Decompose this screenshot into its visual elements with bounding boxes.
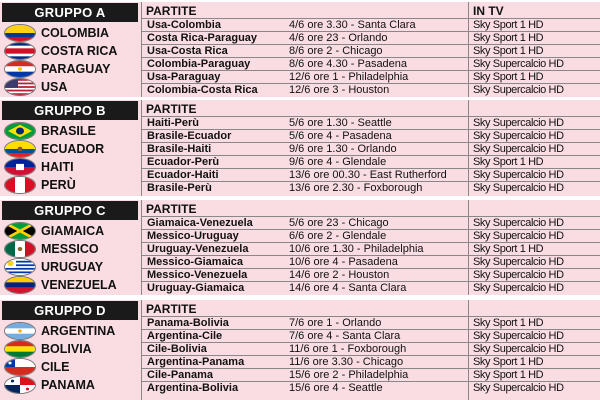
group-d-title: GRUPPO D bbox=[2, 301, 138, 320]
uruguay-flag-icon bbox=[4, 258, 36, 276]
team-giamaica bbox=[4, 222, 141, 240]
colombia-flag-icon bbox=[4, 24, 36, 42]
match-teams: Usa-Costa Rica bbox=[147, 45, 228, 57]
group-d-panel bbox=[0, 300, 600, 400]
match-tv: Sky Sport 1 HD bbox=[473, 45, 544, 57]
match-teams: Brasile-Ecuador bbox=[147, 130, 232, 142]
team-name: VENEZUELA bbox=[41, 278, 117, 292]
partite-header: PARTITE bbox=[146, 302, 197, 316]
match-date: 9/6 ore 4 - Glendale bbox=[289, 156, 387, 168]
match-row bbox=[142, 242, 600, 256]
venezuela-flag-icon bbox=[4, 276, 36, 294]
mexico-flag-icon bbox=[4, 240, 36, 258]
partite-header: PARTITE bbox=[146, 202, 197, 216]
match-row bbox=[142, 329, 600, 343]
match-row bbox=[142, 142, 600, 156]
match-row bbox=[142, 342, 600, 356]
match-teams: Argentina-Cile bbox=[147, 330, 223, 342]
match-date: 11/6 ore 1 - Foxborough bbox=[289, 343, 407, 355]
match-date: 15/6 ore 2 - Philadelphia bbox=[289, 369, 409, 381]
match-tv: Sky Sport 1 HD bbox=[473, 19, 544, 31]
match-date: 5/6 ore 23 - Chicago bbox=[289, 217, 389, 229]
peru-flag-icon bbox=[4, 176, 36, 194]
match-row bbox=[142, 368, 600, 382]
match-row bbox=[142, 83, 600, 97]
match-teams: Panama-Bolivia bbox=[147, 317, 229, 329]
team-costa-rica bbox=[4, 42, 141, 60]
team-name: ARGENTINA bbox=[41, 324, 116, 338]
team-ecuador bbox=[4, 140, 141, 158]
match-teams: Brasile-Perù bbox=[147, 182, 212, 194]
match-date: 11/6 ore 3.30 - Chicago bbox=[289, 356, 404, 368]
group-a-teams bbox=[0, 2, 141, 97]
match-row bbox=[142, 116, 600, 130]
match-date: 6/6 ore 2 - Glendale bbox=[289, 230, 387, 242]
match-teams: Messico-Venezuela bbox=[147, 269, 248, 281]
match-tv: Sky Supercalcio HD bbox=[473, 58, 564, 70]
match-date: 4/6 ore 23 - Orlando bbox=[289, 32, 388, 44]
match-row bbox=[142, 155, 600, 169]
match-row bbox=[142, 70, 600, 84]
match-row bbox=[142, 216, 600, 230]
team-name: BRASILE bbox=[41, 124, 96, 138]
team-colombia bbox=[4, 24, 141, 42]
team-name: GIAMAICA bbox=[41, 224, 105, 238]
team-venezuela bbox=[4, 276, 141, 294]
ecuador-flag-icon bbox=[4, 140, 36, 158]
match-tv: Sky Supercalcio HD bbox=[473, 343, 564, 355]
team-argentina bbox=[4, 322, 141, 340]
match-row bbox=[142, 168, 600, 182]
team-uruguay bbox=[4, 258, 141, 276]
team-brasile bbox=[4, 122, 141, 140]
match-row bbox=[142, 229, 600, 243]
bolivia-flag-icon bbox=[4, 340, 36, 358]
match-row bbox=[142, 18, 600, 32]
match-date: 8/6 ore 4.30 - Pasadena bbox=[289, 58, 408, 70]
match-row bbox=[142, 31, 600, 45]
match-date: 15/6 ore 4 - Seattle bbox=[289, 382, 383, 394]
match-teams: Haiti-Perù bbox=[147, 117, 199, 129]
group-d-teams bbox=[0, 300, 141, 400]
match-date: 9/6 ore 1.30 - Orlando bbox=[289, 143, 397, 155]
match-teams: Usa-Paraguay bbox=[147, 71, 221, 83]
match-tv: Sky Supercalcio HD bbox=[473, 169, 564, 181]
group-a-title: GRUPPO A bbox=[2, 3, 138, 22]
team-peru bbox=[4, 176, 141, 194]
match-tv: Sky Supercalcio HD bbox=[473, 282, 564, 294]
team-name: MESSICO bbox=[41, 242, 99, 256]
match-teams: Ecuador-Haiti bbox=[147, 169, 219, 181]
panama-flag-icon bbox=[4, 376, 36, 394]
team-name: HAITI bbox=[41, 160, 74, 174]
team-name: COSTA RICA bbox=[41, 44, 118, 58]
match-date: 5/6 ore 4 - Pasadena bbox=[289, 130, 392, 142]
match-date: 7/6 ore 1 - Orlando bbox=[289, 317, 382, 329]
match-row bbox=[142, 255, 600, 269]
group-a-panel bbox=[0, 2, 600, 97]
match-row bbox=[142, 268, 600, 282]
brazil-flag-icon bbox=[4, 122, 36, 140]
match-teams: Cile-Panama bbox=[147, 369, 214, 381]
team-bolivia bbox=[4, 340, 141, 358]
team-paraguay bbox=[4, 60, 141, 78]
match-tv: Sky Supercalcio HD bbox=[473, 230, 564, 242]
group-b-title: GRUPPO B bbox=[2, 101, 138, 120]
match-tv: Sky Supercalcio HD bbox=[473, 330, 564, 342]
match-date: 12/6 ore 3 - Houston bbox=[289, 84, 390, 96]
match-date: 4/6 ore 3.30 - Santa Clara bbox=[289, 19, 416, 31]
match-row bbox=[142, 355, 600, 369]
match-tv: Sky Sport 1 HD bbox=[473, 71, 544, 83]
match-date: 10/6 ore 4 - Pasadena bbox=[289, 256, 398, 268]
match-row bbox=[142, 281, 600, 295]
team-name: PANAMA bbox=[41, 378, 95, 392]
team-usa bbox=[4, 78, 141, 96]
match-date: 14/6 ore 2 - Houston bbox=[289, 269, 390, 281]
team-name: PERÙ bbox=[41, 178, 76, 192]
team-name: PARAGUAY bbox=[41, 62, 111, 76]
match-teams: Costa Rica-Paraguay bbox=[147, 32, 258, 44]
match-teams: Ecuador-Perù bbox=[147, 156, 220, 168]
team-name: CILE bbox=[41, 360, 70, 374]
group-c-panel bbox=[0, 200, 600, 295]
haiti-flag-icon bbox=[4, 158, 36, 176]
group-c-teams bbox=[0, 200, 141, 295]
match-date: 10/6 ore 1.30 - Philadelphia bbox=[289, 243, 424, 255]
team-panama bbox=[4, 376, 141, 394]
match-tv: Sky Supercalcio HD bbox=[473, 382, 564, 394]
match-tv: Sky Supercalcio HD bbox=[473, 182, 564, 194]
in-tv-header: IN TV bbox=[473, 4, 504, 18]
match-date: 5/6 ore 1.30 - Seattle bbox=[289, 117, 392, 129]
match-row bbox=[142, 57, 600, 71]
match-tv: Sky Supercalcio HD bbox=[473, 217, 564, 229]
paraguay-flag-icon bbox=[4, 60, 36, 78]
match-tv: Sky Sport 1 HD bbox=[473, 32, 544, 44]
argentina-flag-icon bbox=[4, 322, 36, 340]
match-row bbox=[142, 129, 600, 143]
match-date: 12/6 ore 1 - Philadelphia bbox=[289, 71, 409, 83]
partite-header: PARTITE bbox=[146, 4, 197, 18]
match-teams: Cile-Bolivia bbox=[147, 343, 207, 355]
match-date: 13/6 ore 2.30 - Foxborough bbox=[289, 182, 423, 194]
match-teams: Colombia-Paraguay bbox=[147, 58, 251, 70]
team-cile bbox=[4, 358, 141, 376]
group-b-panel bbox=[0, 100, 600, 196]
match-row bbox=[142, 181, 600, 195]
team-name: BOLIVIA bbox=[41, 342, 92, 356]
partite-header: PARTITE bbox=[146, 102, 197, 116]
chile-flag-icon bbox=[4, 358, 36, 376]
match-tv: Sky Sport 1 HD bbox=[473, 156, 544, 168]
match-date: 7/6 ore 4 - Santa Clara bbox=[289, 330, 401, 342]
match-teams: Messico-Uruguay bbox=[147, 230, 239, 242]
team-name: ECUADOR bbox=[41, 142, 105, 156]
usa-flag-icon bbox=[4, 78, 36, 96]
match-teams: Giamaica-Venezuela bbox=[147, 217, 253, 229]
match-row bbox=[142, 44, 600, 58]
team-name: USA bbox=[41, 80, 68, 94]
group-b-teams bbox=[0, 100, 141, 196]
match-teams: Uruguay-Giamaica bbox=[147, 282, 245, 294]
match-tv: Sky Supercalcio HD bbox=[473, 143, 564, 155]
team-name: COLOMBIA bbox=[41, 26, 110, 40]
match-teams: Usa-Colombia bbox=[147, 19, 221, 31]
match-tv: Sky Sport 1 HD bbox=[473, 356, 544, 368]
team-haiti bbox=[4, 158, 141, 176]
match-tv: Sky Sport 1 HD bbox=[473, 317, 544, 329]
match-teams: Messico-Giamaica bbox=[147, 256, 243, 268]
match-tv: Sky Supercalcio HD bbox=[473, 84, 564, 96]
costa-rica-flag-icon bbox=[4, 42, 36, 60]
match-tv: Sky Supercalcio HD bbox=[473, 117, 564, 129]
match-teams: Argentina-Panama bbox=[147, 356, 245, 368]
match-row bbox=[142, 316, 600, 330]
team-name: URUGUAY bbox=[41, 260, 104, 274]
group-c-title: GRUPPO C bbox=[2, 201, 138, 220]
jamaica-flag-icon bbox=[4, 222, 36, 240]
team-messico bbox=[4, 240, 141, 258]
match-date: 13/6 ore 00.30 - East Rutherford bbox=[289, 169, 447, 181]
match-tv: Sky Sport 1 HD bbox=[473, 369, 544, 381]
match-tv: Sky Sport 1 HD bbox=[473, 243, 544, 255]
match-tv: Sky Supercalcio HD bbox=[473, 130, 564, 142]
match-teams: Uruguay-Venezuela bbox=[147, 243, 249, 255]
match-date: 14/6 ore 4 - Santa Clara bbox=[289, 282, 407, 294]
match-tv: Sky Supercalcio HD bbox=[473, 256, 564, 268]
match-teams: Brasile-Haiti bbox=[147, 143, 212, 155]
match-teams: Colombia-Costa Rica bbox=[147, 84, 258, 96]
match-row bbox=[142, 381, 600, 395]
match-tv: Sky Supercalcio HD bbox=[473, 269, 564, 281]
match-teams: Argentina-Bolivia bbox=[147, 382, 239, 394]
match-date: 8/6 ore 2 - Chicago bbox=[289, 45, 383, 57]
